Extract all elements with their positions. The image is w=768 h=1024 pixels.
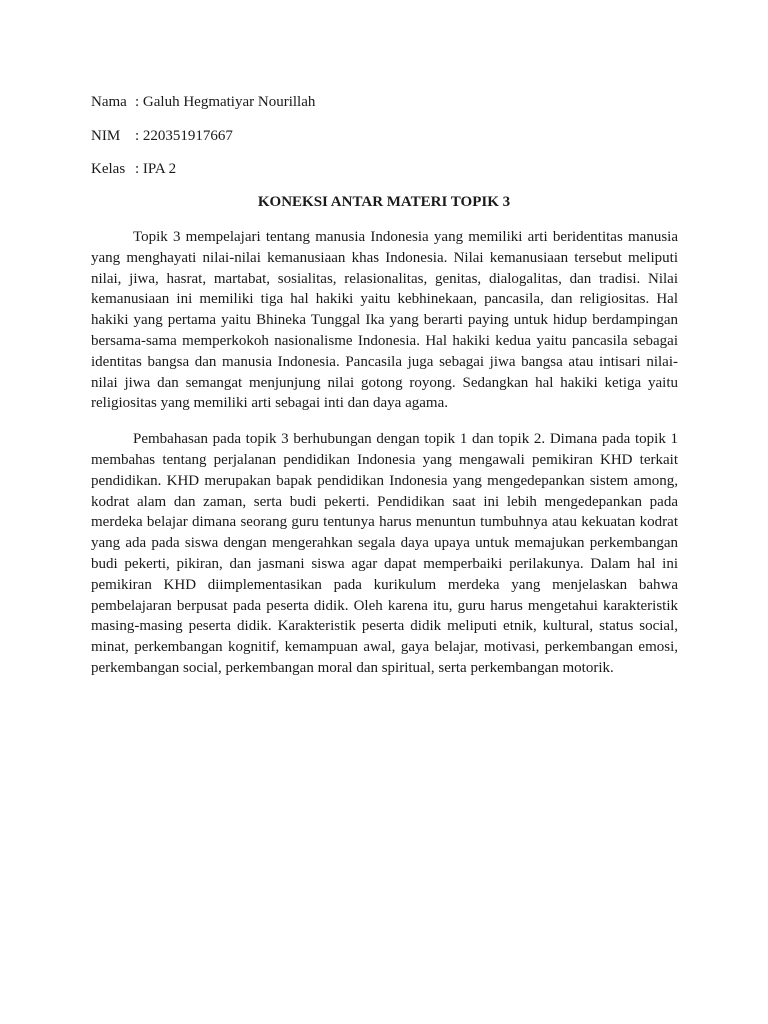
kelas-label: Kelas bbox=[91, 161, 126, 177]
info-row-nama bbox=[91, 92, 491, 112]
nim-label: NIM bbox=[91, 127, 121, 144]
student-info bbox=[91, 92, 491, 193]
nama-value: : Galuh Hegmatiyar Nourillah bbox=[135, 94, 316, 110]
info-row-kelas bbox=[91, 159, 491, 179]
document-title: KONEKSI ANTAR MATERI TOPIK 3 bbox=[257, 194, 511, 210]
nim-value: : 220351917667 bbox=[135, 127, 233, 144]
info-row-nim bbox=[91, 126, 491, 146]
nama-label: Nama bbox=[91, 94, 127, 110]
document-body bbox=[91, 227, 678, 694]
kelas-value: : IPA 2 bbox=[135, 161, 177, 177]
paragraph-1: Topik 3 mempelajari tentang manusia Indonesia yang memiliki arti beridentitas manusia yang menghayati nilai-nilai kemanusiaan khas Indonesia. Nilai kemanusiaan tersebut meliputi nilai, jiwa, hasrat, martabat, sosialitas, relasionalitas, genitas, dialogalitas, dan tradisi. Nilai kemanusiaan ini memiliki tiga hal hakiki yaitu kebhinekaan, pancasila, dan religiositas. Hal hakiki yang pertama yaitu Bhineka Tunggal Ika yang berarti paying untuk hidup berdampingan bersama-sama memperkokoh nasionalisme Indonesia. Hal hakiki kedua yaitu pancasila sebagai identitas bangsa dan manusia Indonesia. Pancasila juga sebagai jiwa bangsa atau intisari nilai-nilai jiwa dan semangat menjunjung nilai gotong royong. Sedangkan hal hakiki ketiga yaitu religiositas yang memiliki arti sebagai inti dan daya agama. bbox=[91, 229, 678, 412]
paragraph-2: Pembahasan pada topik 3 berhubungan dengan topik 1 dan topik 2. Dimana pada topik 1 membahas tentang perjalanan pendidikan Indonesia yang mengawali pemikiran KHD terkait pendidikan. KHD merupakan bapak pendidikan Indonesia yang mengedepankan sistem among, kodrat alam dan zaman, serta budi pekerti. Pendidikan saat ini lebih mengedepankan pada merdeka belajar dimana seorang guru tentunya harus menuntun tumbuhnya atau kekuatan kodrat yang ada pada siswa dengan mengerahkan segala daya upaya untuk memajukan perkembangan budi pekerti, pikiran, dan jasmani siswa agar dapat memperbaiki perilakunya. Dalam hal ini pemikiran KHD diimplementasikan pada kurikulum merdeka yang menjelaskan bahwa pembelajaran berpusat pada peserta didik. Oleh karena itu, guru harus mengetahui karakteristik masing-masing peserta didik. Karakteristik peserta didik meliputi etnik, kultural, status social, minat, perkembangan kognitif, kemampuan awal, gaya belajar, motivasi, perkembangan emosi, perkembangan social, perkembangan moral dan spiritual, serta perkembangan motorik. bbox=[91, 431, 678, 676]
